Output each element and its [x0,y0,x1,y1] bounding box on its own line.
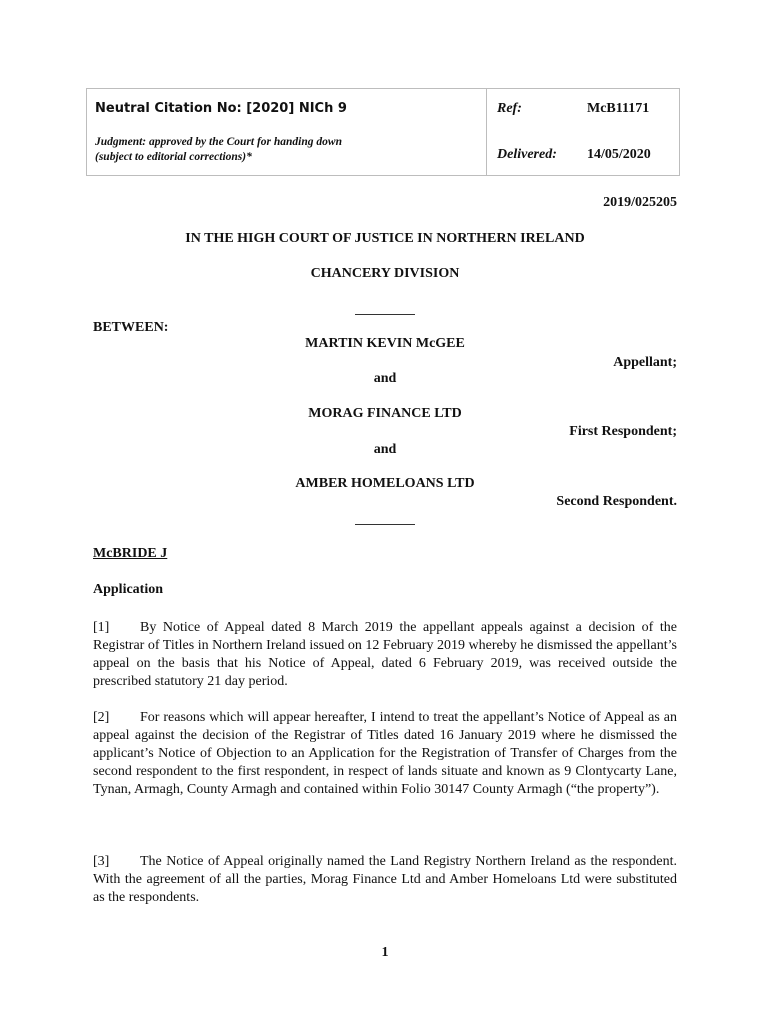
paragraph-number: [2] [93,710,110,725]
paragraph-1 [93,619,677,691]
paragraph-number: [1] [93,620,110,635]
and-connector-2: and [373,442,397,457]
between-label: BETWEEN: [93,320,169,335]
neutral-citation: Neutral Citation No: [2020] NICh 9 [95,101,347,116]
case-number: 2019/025205 [603,195,677,210]
paragraph-text: The Notice of Appeal originally named the Land Registry Northern Ireland as the respondent. With the agreement of all the parties, Morag Finance Ltd and Amber Homeloans Ltd were substituted as the respondents. [93,854,677,905]
paragraph-text: For reasons which will appear hereafter, I intend to treat the appellant’s Notice of Appeal as an appeal against the decision of the Registrar of Titles dated 16 January 2019 where he dismissed the applicant’s Notice of Objection to an Application for the Registration of Transfer of Charges from the second respondent to the first respondent, in respect of lands situate and known as 9 Clontycarty Lane, Tynan, Armagh, County Armagh and contained within Folio 30147 County Armagh (“the property”). [93,710,677,797]
separator-rule-top [355,314,415,315]
judge-name: McBRIDE J [93,546,168,561]
judgment-note-line1: Judgment: approved by the Court for handing down [95,136,342,148]
ref-label: Ref: [497,101,522,116]
appellant-role: Appellant; [613,355,677,370]
paragraph-number: [3] [93,854,110,869]
division-title: CHANCERY DIVISION [310,266,460,281]
delivered-value: 14/05/2020 [587,147,651,162]
second-respondent-name: AMBER HOMELOANS LTD [295,476,475,491]
second-respondent-role: Second Respondent. [556,494,677,509]
first-respondent-role: First Respondent; [569,424,677,439]
paragraph-text: By Notice of Appeal dated 8 March 2019 the appellant appeals against a decision of the Registrar of Titles in Northern Ireland issued on 12 February 2019 whereby he dismissed the appellant’s appeal on the basis that his Notice of Appeal, dated 6 February 2019, was received outside the prescribed statutory 21 day period. [93,620,677,689]
delivered-label: Delivered: [497,147,557,162]
paragraph-2 [93,709,677,799]
header-divider [486,89,487,175]
first-respondent-name: MORAG FINANCE LTD [308,406,462,421]
header-box [86,88,680,176]
judgment-note [95,135,342,165]
appellant-name: MARTIN KEVIN McGEE [305,336,465,351]
page-number: 1 [381,945,389,960]
and-connector-1: and [373,371,397,386]
paragraph-3 [93,853,677,907]
ref-value: McB11171 [587,101,650,116]
section-heading: Application [93,582,164,597]
separator-rule-bottom [355,524,415,525]
court-title: IN THE HIGH COURT OF JUSTICE IN NORTHERN IRELAND [185,231,585,246]
judgment-note-line2: (subject to editorial corrections)* [95,151,252,163]
